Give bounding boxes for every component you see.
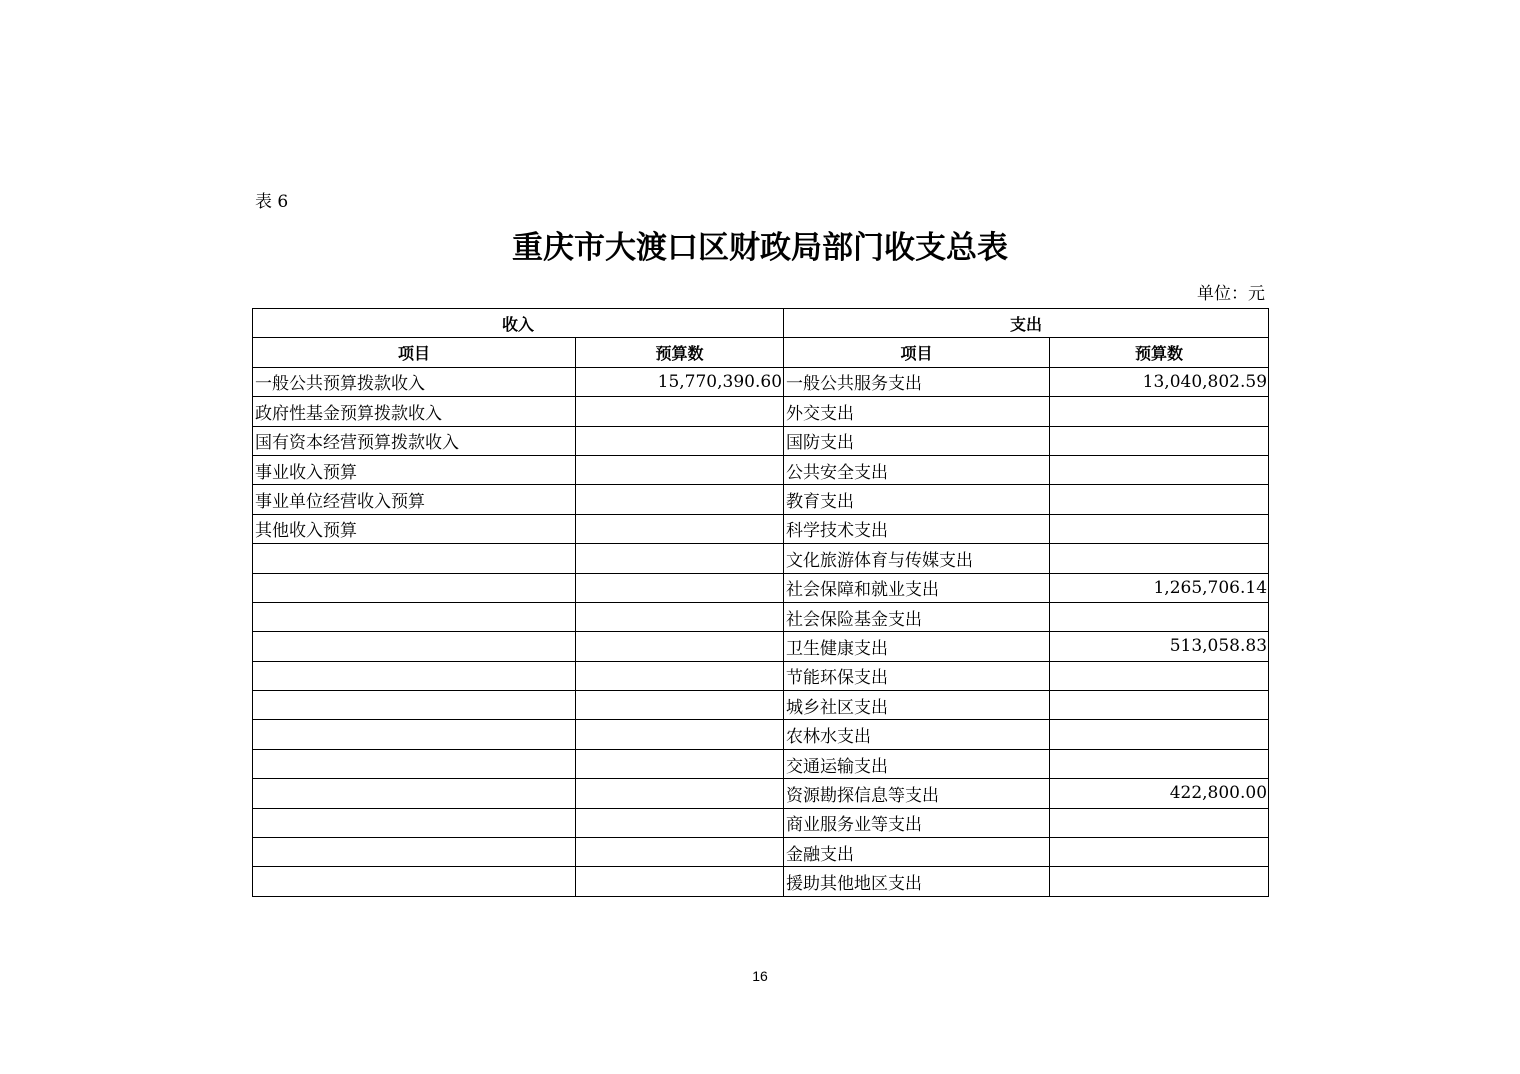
- income-item-cell: [253, 720, 576, 749]
- expense-amount-cell: [1050, 485, 1269, 514]
- expense-item-cell: 社会保险基金支出: [784, 602, 1050, 631]
- expense-amount-cell: [1050, 749, 1269, 778]
- expense-item-cell: 节能环保支出: [784, 661, 1050, 690]
- header-row-columns: [253, 338, 1269, 367]
- expense-amount-cell: [1050, 720, 1269, 749]
- income-item-cell: 其他收入预算: [253, 514, 576, 543]
- table-row: [253, 573, 1269, 602]
- table-row: [253, 397, 1269, 426]
- page-title: 重庆市大渡口区财政局部门收支总表: [512, 230, 1008, 266]
- income-item-cell: [253, 691, 576, 720]
- income-amount-cell: [576, 691, 784, 720]
- income-item-header: 项目: [253, 338, 576, 367]
- expense-item-cell: 国防支出: [784, 426, 1050, 455]
- page-number: 16: [752, 968, 768, 984]
- table-row: [253, 749, 1269, 778]
- income-item-cell: [253, 808, 576, 837]
- income-amount-cell: [576, 808, 784, 837]
- income-amount-cell: [576, 514, 784, 543]
- expense-amount-cell: [1050, 544, 1269, 573]
- expense-item-cell: 城乡社区支出: [784, 691, 1050, 720]
- expense-item-cell: 商业服务业等支出: [784, 808, 1050, 837]
- income-amount-cell: [576, 779, 784, 808]
- header-row-sections: [253, 309, 1269, 338]
- income-amount-cell: [576, 426, 784, 455]
- expense-item-cell: 卫生健康支出: [784, 632, 1050, 661]
- table-row: [253, 426, 1269, 455]
- table-row: [253, 691, 1269, 720]
- expense-amount-cell: [1050, 691, 1269, 720]
- expense-amount-cell: 513,058.83: [1050, 632, 1269, 661]
- table-row: [253, 602, 1269, 631]
- unit-note: 单位：元: [1197, 284, 1265, 304]
- income-amount-cell: [576, 602, 784, 631]
- table-row: [253, 632, 1269, 661]
- expense-item-cell: 教育支出: [784, 485, 1050, 514]
- income-section-header: 收入: [253, 309, 784, 338]
- expense-item-cell: 公共安全支出: [784, 455, 1050, 484]
- expense-budget-header: 预算数: [1050, 338, 1269, 367]
- expense-item-cell: 农林水支出: [784, 720, 1050, 749]
- income-amount-cell: [576, 867, 784, 896]
- expense-item-cell: 外交支出: [784, 397, 1050, 426]
- expense-amount-cell: [1050, 602, 1269, 631]
- expense-item-header: 项目: [784, 338, 1050, 367]
- income-amount-cell: [576, 544, 784, 573]
- table-row: [253, 779, 1269, 808]
- table-row: [253, 544, 1269, 573]
- budget-table-body: [253, 367, 1269, 896]
- expense-amount-cell: [1050, 514, 1269, 543]
- income-item-cell: 政府性基金预算拨款收入: [253, 397, 576, 426]
- income-item-cell: [253, 779, 576, 808]
- table-label: 表 6: [255, 192, 289, 212]
- table-row: [253, 367, 1269, 396]
- table-row: [253, 838, 1269, 867]
- expense-item-cell: 社会保障和就业支出: [784, 573, 1050, 602]
- expense-item-cell: 一般公共服务支出: [784, 367, 1050, 396]
- income-item-cell: [253, 632, 576, 661]
- income-item-cell: [253, 544, 576, 573]
- table-row: [253, 455, 1269, 484]
- expense-item-cell: 资源勘探信息等支出: [784, 779, 1050, 808]
- income-amount-cell: 15,770,390.60: [576, 367, 784, 396]
- expense-amount-cell: [1050, 397, 1269, 426]
- income-amount-cell: [576, 455, 784, 484]
- expense-item-cell: 科学技术支出: [784, 514, 1050, 543]
- income-amount-cell: [576, 749, 784, 778]
- income-amount-cell: [576, 838, 784, 867]
- income-item-cell: 事业单位经营收入预算: [253, 485, 576, 514]
- income-amount-cell: [576, 397, 784, 426]
- expense-amount-cell: [1050, 867, 1269, 896]
- table-row: [253, 808, 1269, 837]
- table-row: [253, 661, 1269, 690]
- expense-item-cell: 援助其他地区支出: [784, 867, 1050, 896]
- expense-amount-cell: [1050, 455, 1269, 484]
- table-row: [253, 867, 1269, 896]
- expense-amount-cell: [1050, 838, 1269, 867]
- income-budget-header: 预算数: [576, 338, 784, 367]
- expense-item-cell: 金融支出: [784, 838, 1050, 867]
- income-item-cell: [253, 838, 576, 867]
- budget-table: [252, 308, 1269, 897]
- expense-amount-cell: [1050, 661, 1269, 690]
- expense-amount-cell: [1050, 426, 1269, 455]
- expense-item-cell: 文化旅游体育与传媒支出: [784, 544, 1050, 573]
- expense-amount-cell: 13,040,802.59: [1050, 367, 1269, 396]
- expense-amount-cell: [1050, 808, 1269, 837]
- income-item-cell: 一般公共预算拨款收入: [253, 367, 576, 396]
- table-row: [253, 514, 1269, 543]
- income-item-cell: [253, 867, 576, 896]
- income-item-cell: [253, 661, 576, 690]
- income-item-cell: [253, 573, 576, 602]
- income-amount-cell: [576, 573, 784, 602]
- table-row: [253, 720, 1269, 749]
- table-row: [253, 485, 1269, 514]
- income-amount-cell: [576, 632, 784, 661]
- income-item-cell: [253, 602, 576, 631]
- income-item-cell: 事业收入预算: [253, 455, 576, 484]
- expense-section-header: 支出: [784, 309, 1269, 338]
- income-amount-cell: [576, 661, 784, 690]
- income-amount-cell: [576, 720, 784, 749]
- expense-item-cell: 交通运输支出: [784, 749, 1050, 778]
- expense-amount-cell: 422,800.00: [1050, 779, 1269, 808]
- income-item-cell: [253, 749, 576, 778]
- expense-amount-cell: 1,265,706.14: [1050, 573, 1269, 602]
- income-item-cell: 国有资本经营预算拨款收入: [253, 426, 576, 455]
- income-amount-cell: [576, 485, 784, 514]
